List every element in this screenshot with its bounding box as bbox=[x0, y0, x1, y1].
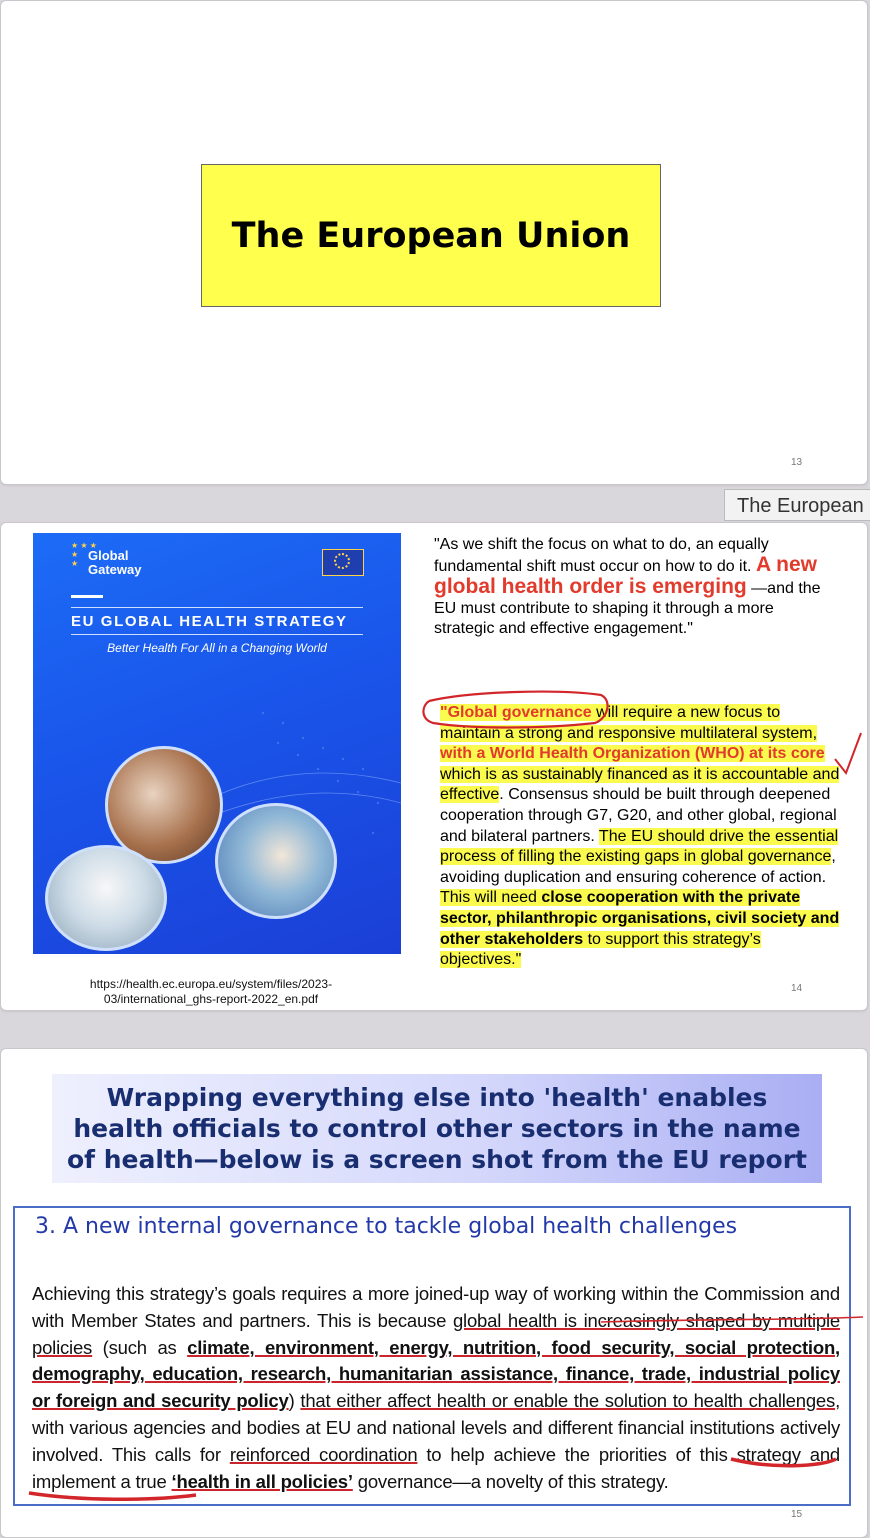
slide-title-tooltip: The European bbox=[724, 489, 870, 521]
report-body-text: Achieving this strategy’s goals requires a more joined-up way of working within the Commission and with Member States and partners. This is because global health is increasingly shaped by multiple policies (such as climate, environment, energy, nutrition, food security, social protection, demography, education, research, humanitarian assistance, finance, trade, industrial policy or foreign and security policy) that either affect health or enable the solution to health challenges, with various agencies and bodies at EU and national levels and different financial institutions actively involved. This calls for reinforced coordination to help achieve the priorities of this strategy and implement a true ‘health in all policies’ governance—a novelty of this strategy. bbox=[32, 1283, 841, 1492]
children-globe-photo bbox=[215, 803, 337, 919]
stars-icon: ★ ★ ★ ★ ★ bbox=[71, 541, 97, 568]
nurse-photo bbox=[45, 845, 167, 951]
slide-15[interactable] bbox=[0, 1048, 868, 1538]
slide-number: 14 bbox=[791, 983, 803, 994]
slide-14[interactable] bbox=[0, 522, 868, 1011]
governance-paragraph: "Global governance will require a new focus to maintain a strong and responsive multilateral system, with a World Health Organization (WHO) at its core which is as sustainably financed as it is accountable and effective. Consensus should be built through deepened cooperation through G7, G20, and other global, regional and bilateral partners. The EU should drive the essential process of filling the existing gaps in global governance, avoiding duplication and ensuring coherence of action. This will need close cooperation with the private sector, philanthropic organisations, civil society and other stakeholders to support this strategy’s objectives." bbox=[440, 704, 840, 969]
quote-emphasis: A new global health order is emerging bbox=[434, 553, 818, 598]
quote-text: "As we shift the focus on what to do, an equally fundamental shift must occur on how to do it. A new global health order is emerging —and the EU must contribute to shaping it through a more strategic and effective engagement." bbox=[434, 536, 821, 637]
cover-subtitle: Better Health For All in a Changing World bbox=[107, 641, 327, 655]
slide-title-box bbox=[201, 164, 661, 307]
slide-title: The European Union bbox=[231, 215, 631, 256]
source-url[interactable]: https://health.ec.europa.eu/system/files/2023-03/international_ghs-report-2022_en.pdf bbox=[89, 977, 333, 1006]
report-screenshot bbox=[13, 1206, 851, 1506]
slide-number: 13 bbox=[791, 457, 803, 468]
global-gateway-logo: Global Gateway bbox=[88, 548, 142, 577]
commentary-banner: Wrapping everything else into 'health' enables health officials to control other sectors in the name of health—below is a screen shot from the EU report bbox=[52, 1074, 822, 1183]
report-cover-image bbox=[33, 533, 401, 954]
slide-number: 15 bbox=[791, 1509, 803, 1520]
slide-13[interactable] bbox=[0, 0, 868, 485]
cover-title: EU GLOBAL HEALTH STRATEGY bbox=[71, 613, 348, 630]
report-section-title: 3. A new internal governance to tackle global health challenges bbox=[35, 1214, 738, 1239]
